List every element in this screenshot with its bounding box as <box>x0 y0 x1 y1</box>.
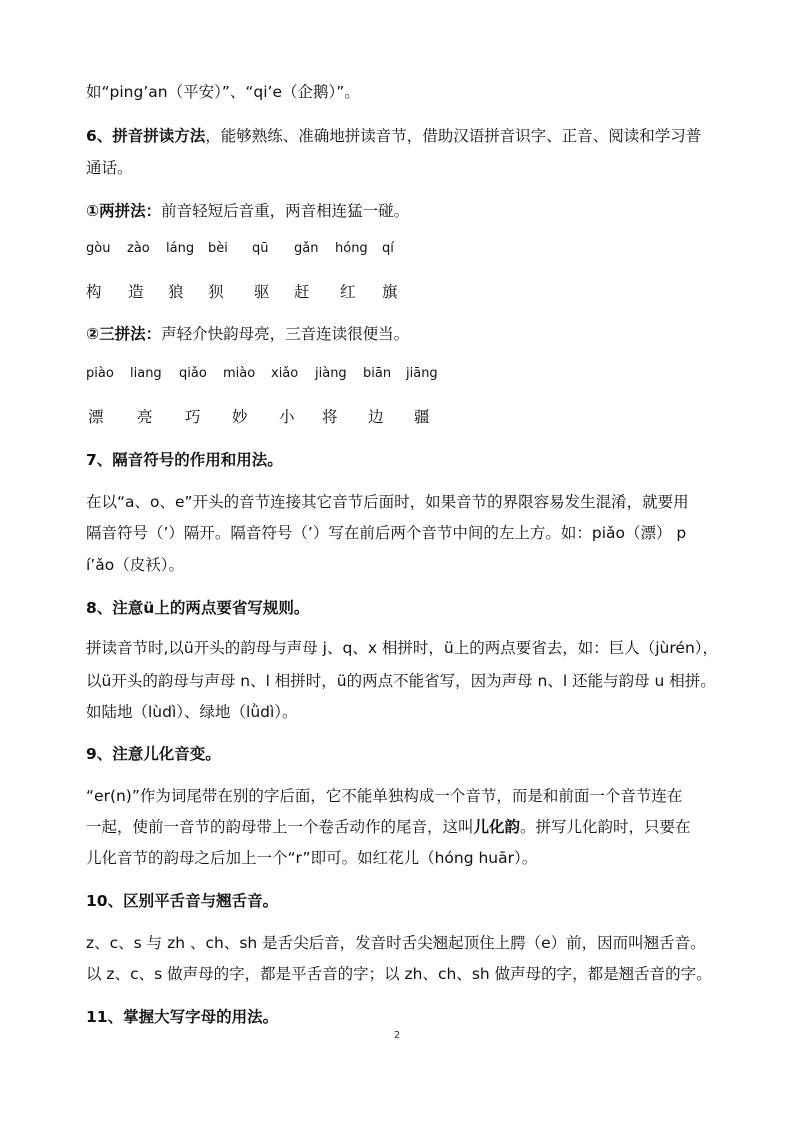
section-6-text: ，能够熟练、准确地拼读音节，借助汉语拼音识字、正音、阅读和学习普 <box>205 127 702 145</box>
pinyin-item: piào <box>86 366 114 381</box>
section-7-heading: 7、隔音符号的作用和用法。 <box>86 451 283 469</box>
char-item: 赶 <box>294 283 310 301</box>
section-9-line-1: “er(n)”作为词尾带在别的字后面，它不能单独构成一个音节，而是和前面一个音节连在 <box>86 787 683 805</box>
pinyin-item: liang <box>130 366 162 381</box>
char-item: 疆 <box>414 408 430 426</box>
char-item: 旗 <box>382 283 398 301</box>
pinyin-item: qū <box>252 241 269 256</box>
section-8-line-3: 如陆地（lùdì）、绿地（lǜdì）。 <box>86 703 298 721</box>
section-7-line-3: í’ǎo（皮袄）。 <box>86 556 184 574</box>
section-6-line-1 <box>86 124 726 146</box>
pinyin-item: bèi <box>208 241 228 256</box>
char-item: 将 <box>322 408 338 426</box>
pinyin-item: jiàng <box>315 366 347 381</box>
erhua-term: 儿化韵 <box>473 818 521 836</box>
section-8-line-2: 以ü开头的韵母与声母 n、l 相拼时，ü的两点不能省写，因为声母 n、l 还能与韵母 u 相拼。 <box>86 672 716 690</box>
section-7-line-2: 隔音符号（’）隔开。隔音符号（’）写在前后两个音节中间的左上方。如：piǎo（漂） p <box>86 524 687 542</box>
three-syllable-heading: ②三拼法： <box>86 325 162 343</box>
char-item: 亮 <box>137 408 153 426</box>
pinyin-item: gǎn <box>294 241 319 256</box>
pinyin-item: láng <box>166 241 195 256</box>
char-item: 边 <box>368 408 384 426</box>
pinyin-item: xiǎo <box>271 366 299 381</box>
char-item: 驱 <box>254 283 270 301</box>
section-9-line-2 <box>86 815 726 837</box>
section-8-line-1: 拼读音节时,以ü开头的韵母与声母 j、q、x 相拼时，ü上的两点要省去，如：巨人（jùrén）， <box>86 639 719 657</box>
section-10-heading: 10、区别平舌音与翘舌音。 <box>86 892 279 910</box>
char-item: 小 <box>279 408 295 426</box>
three-syllable-method <box>86 322 726 344</box>
section-7-line-1: 在以“a、o、e”开头的音节连接其它音节后面时，如果音节的界限容易发生混淆，就要用 <box>86 493 689 511</box>
char-item: 狼 <box>168 283 184 301</box>
pinyin-item: biān <box>363 366 392 381</box>
char-item: 巧 <box>185 408 201 426</box>
two-syllable-method <box>86 199 726 221</box>
pinyin-item: hóng <box>335 241 368 256</box>
two-syllable-heading: ①两拼法： <box>86 202 162 220</box>
char-item: 红 <box>340 283 356 301</box>
pinyin-item: miào <box>223 366 256 381</box>
three-syllable-text: 声轻介快韵母亮，三音连读很便当。 <box>161 325 410 343</box>
pinyin-item: qiǎo <box>179 366 207 381</box>
char-item: 狈 <box>208 283 224 301</box>
pinyin-item: jiāng <box>406 366 438 381</box>
char-item: 漂 <box>88 408 104 426</box>
section-8-heading: 8、注意ü上的两点要省写规则。 <box>86 599 310 617</box>
section-9-line-3: 儿化音节的韵母之后加上一个“r”即可。如红花儿（hóng huār）。 <box>86 849 538 867</box>
pinyin-item: qí <box>382 241 394 256</box>
char-item: 构 <box>86 283 102 301</box>
pinyin-item: zào <box>127 241 150 256</box>
section-9-heading: 9、注意儿化音变。 <box>86 745 221 763</box>
section-10-line-2: 以 z、c、s 做声母的字，都是平舌音的字；以 zh、ch、sh 做声母的字，都是翘舌音的字。 <box>86 965 712 983</box>
page-number: 2 <box>393 1030 401 1041</box>
section-6-line-2: 通话。 <box>86 159 133 177</box>
pinyin-item: gòu <box>86 241 111 256</box>
section-9-text-a: 一起，使前一音节的韵母带上一个卷舌动作的尾音，这叫 <box>86 818 474 836</box>
section-10-line-1: z、c、s 与 zh 、ch、sh 是舌尖后音，发音时舌尖翘起顶住上腭（e）前，因而叫翘舌音。 <box>86 934 706 952</box>
intro-line: 如“ping’an（平安）”、“qi’e（企鹅）”。 <box>86 83 360 101</box>
two-syllable-text: 前音轻短后音重，两音相连猛一碰。 <box>161 202 410 220</box>
char-item: 造 <box>128 283 144 301</box>
section-11-heading: 11、掌握大写字母的用法。 <box>86 1008 279 1026</box>
char-item: 妙 <box>232 408 248 426</box>
section-9-text-c: 。拼写儿化韵时，只要在 <box>520 818 691 836</box>
section-6-heading: 6、拼音拼读方法 <box>86 127 206 145</box>
